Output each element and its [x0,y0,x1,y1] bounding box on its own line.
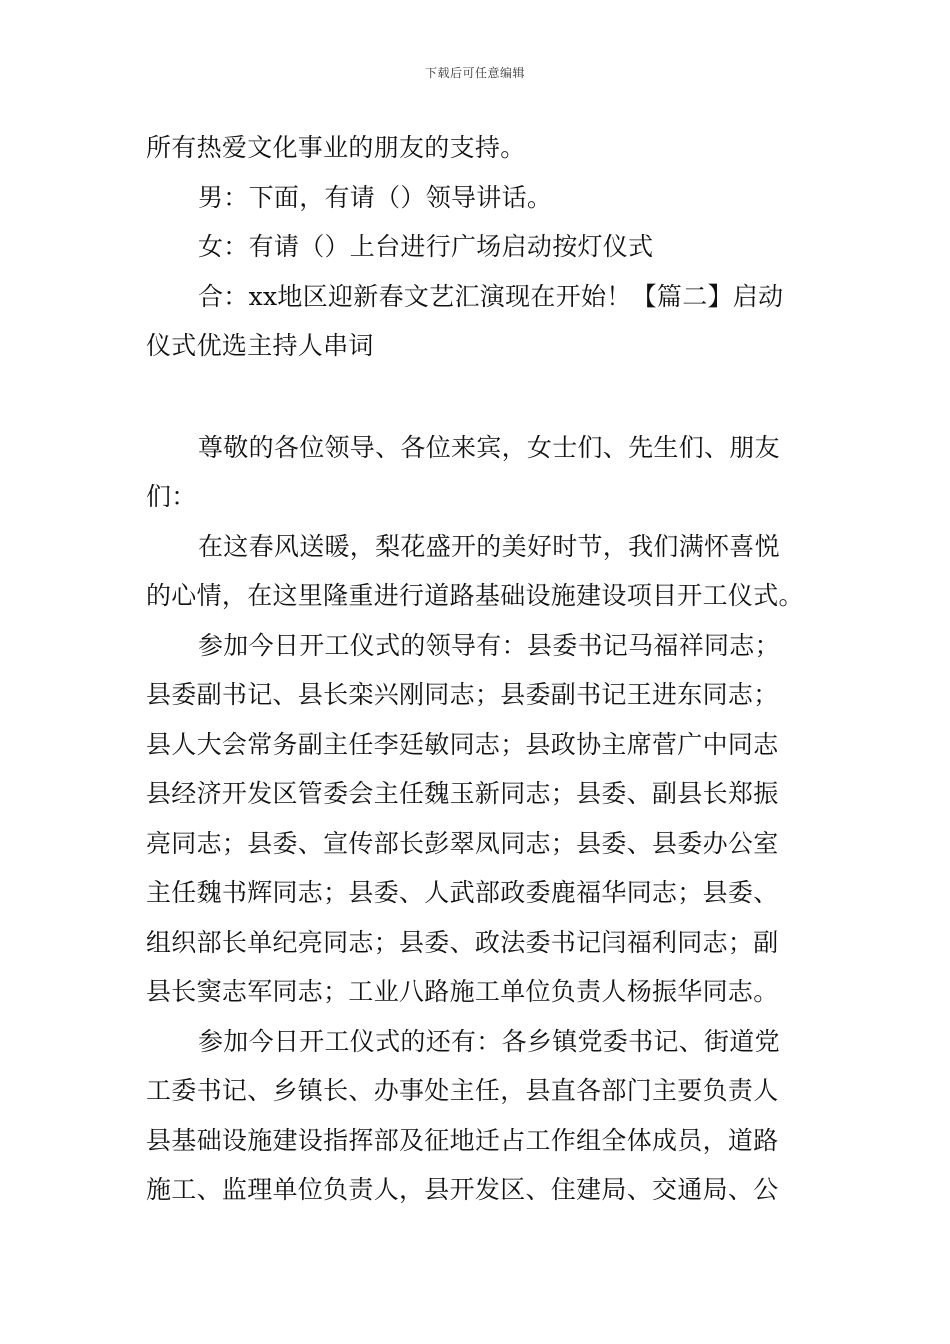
text-line: 所有热爱文化事业的朋友的支持。 [146,133,526,162]
text-line: 尊敬的各位领导、各位来宾，女士们、先生们、朋友 [198,432,780,462]
text-line: 亮同志；县委、宣传部长彭翠凤同志；县委、县委办公室 [146,828,779,858]
document-body [146,123,806,1215]
text-line: 组织部长单纪亮同志；县委、政法委书记闫福利同志；副 [146,927,779,957]
text-line: 男：下面，有请（）领导讲话。 [198,182,553,212]
text-line: 县人大会常务副主任李廷敏同志；县政协主席菅广中同志 [146,729,779,759]
text-line: 县基础设施建设指挥部及征地迁占工作组全体成员，道路 [146,1125,779,1155]
paragraph-spacer [146,371,806,423]
text-line: 主任魏书辉同志；县委、人武部政委鹿福华同志；县委、 [146,878,779,907]
text-line: 在这春风送暖，梨花盛开的美好时节，我们满怀喜悦 [198,531,780,561]
text-line: 女：有请（）上台进行广场启动按灯仪式 [198,232,654,261]
text-line: 参加今日开工仪式的还有：各乡镇党委书记、街道党 [198,1026,780,1056]
text-line: 们： [146,482,197,511]
text-line: 的心情，在这里隆重进行道路基础设施建设项目开工仪式。 [146,581,804,610]
text-line: 县委副书记、县长栾兴刚同志；县委副书记王进东同志； [146,680,779,709]
paragraph-female-host [146,222,806,272]
text-line: 合：xx地区迎新春文艺汇演现在开始！【篇二】启动 [198,281,784,311]
paragraph-leaders-list [146,621,806,1017]
paragraph-greeting [146,423,806,522]
text-line: 施工、监理单位负责人，县开发区、住建局、交通局、公 [146,1175,779,1204]
text-line: 县经济开发区管委会主任魏玉新同志；县委、副县长郑振 [146,779,779,808]
text-line: 县长窦志军同志；工业八路施工单位负责人杨振华同志。 [146,977,779,1006]
paragraph-closing-thanks [146,123,806,173]
paragraph-male-host [146,173,806,223]
paragraph-together-section-title [146,272,806,371]
text-line: 仪式优选主持人串词 [146,331,374,360]
paragraph-attendees-list [146,1017,806,1215]
text-line: 参加今日开工仪式的领导有：县委书记马福祥同志； [198,630,780,660]
page-header: 下载后可任意编辑 [424,66,525,80]
text-line: 工委书记、乡镇长、办事处主任，县直各部门主要负责人 [146,1076,779,1105]
paragraph-opening [146,522,806,621]
